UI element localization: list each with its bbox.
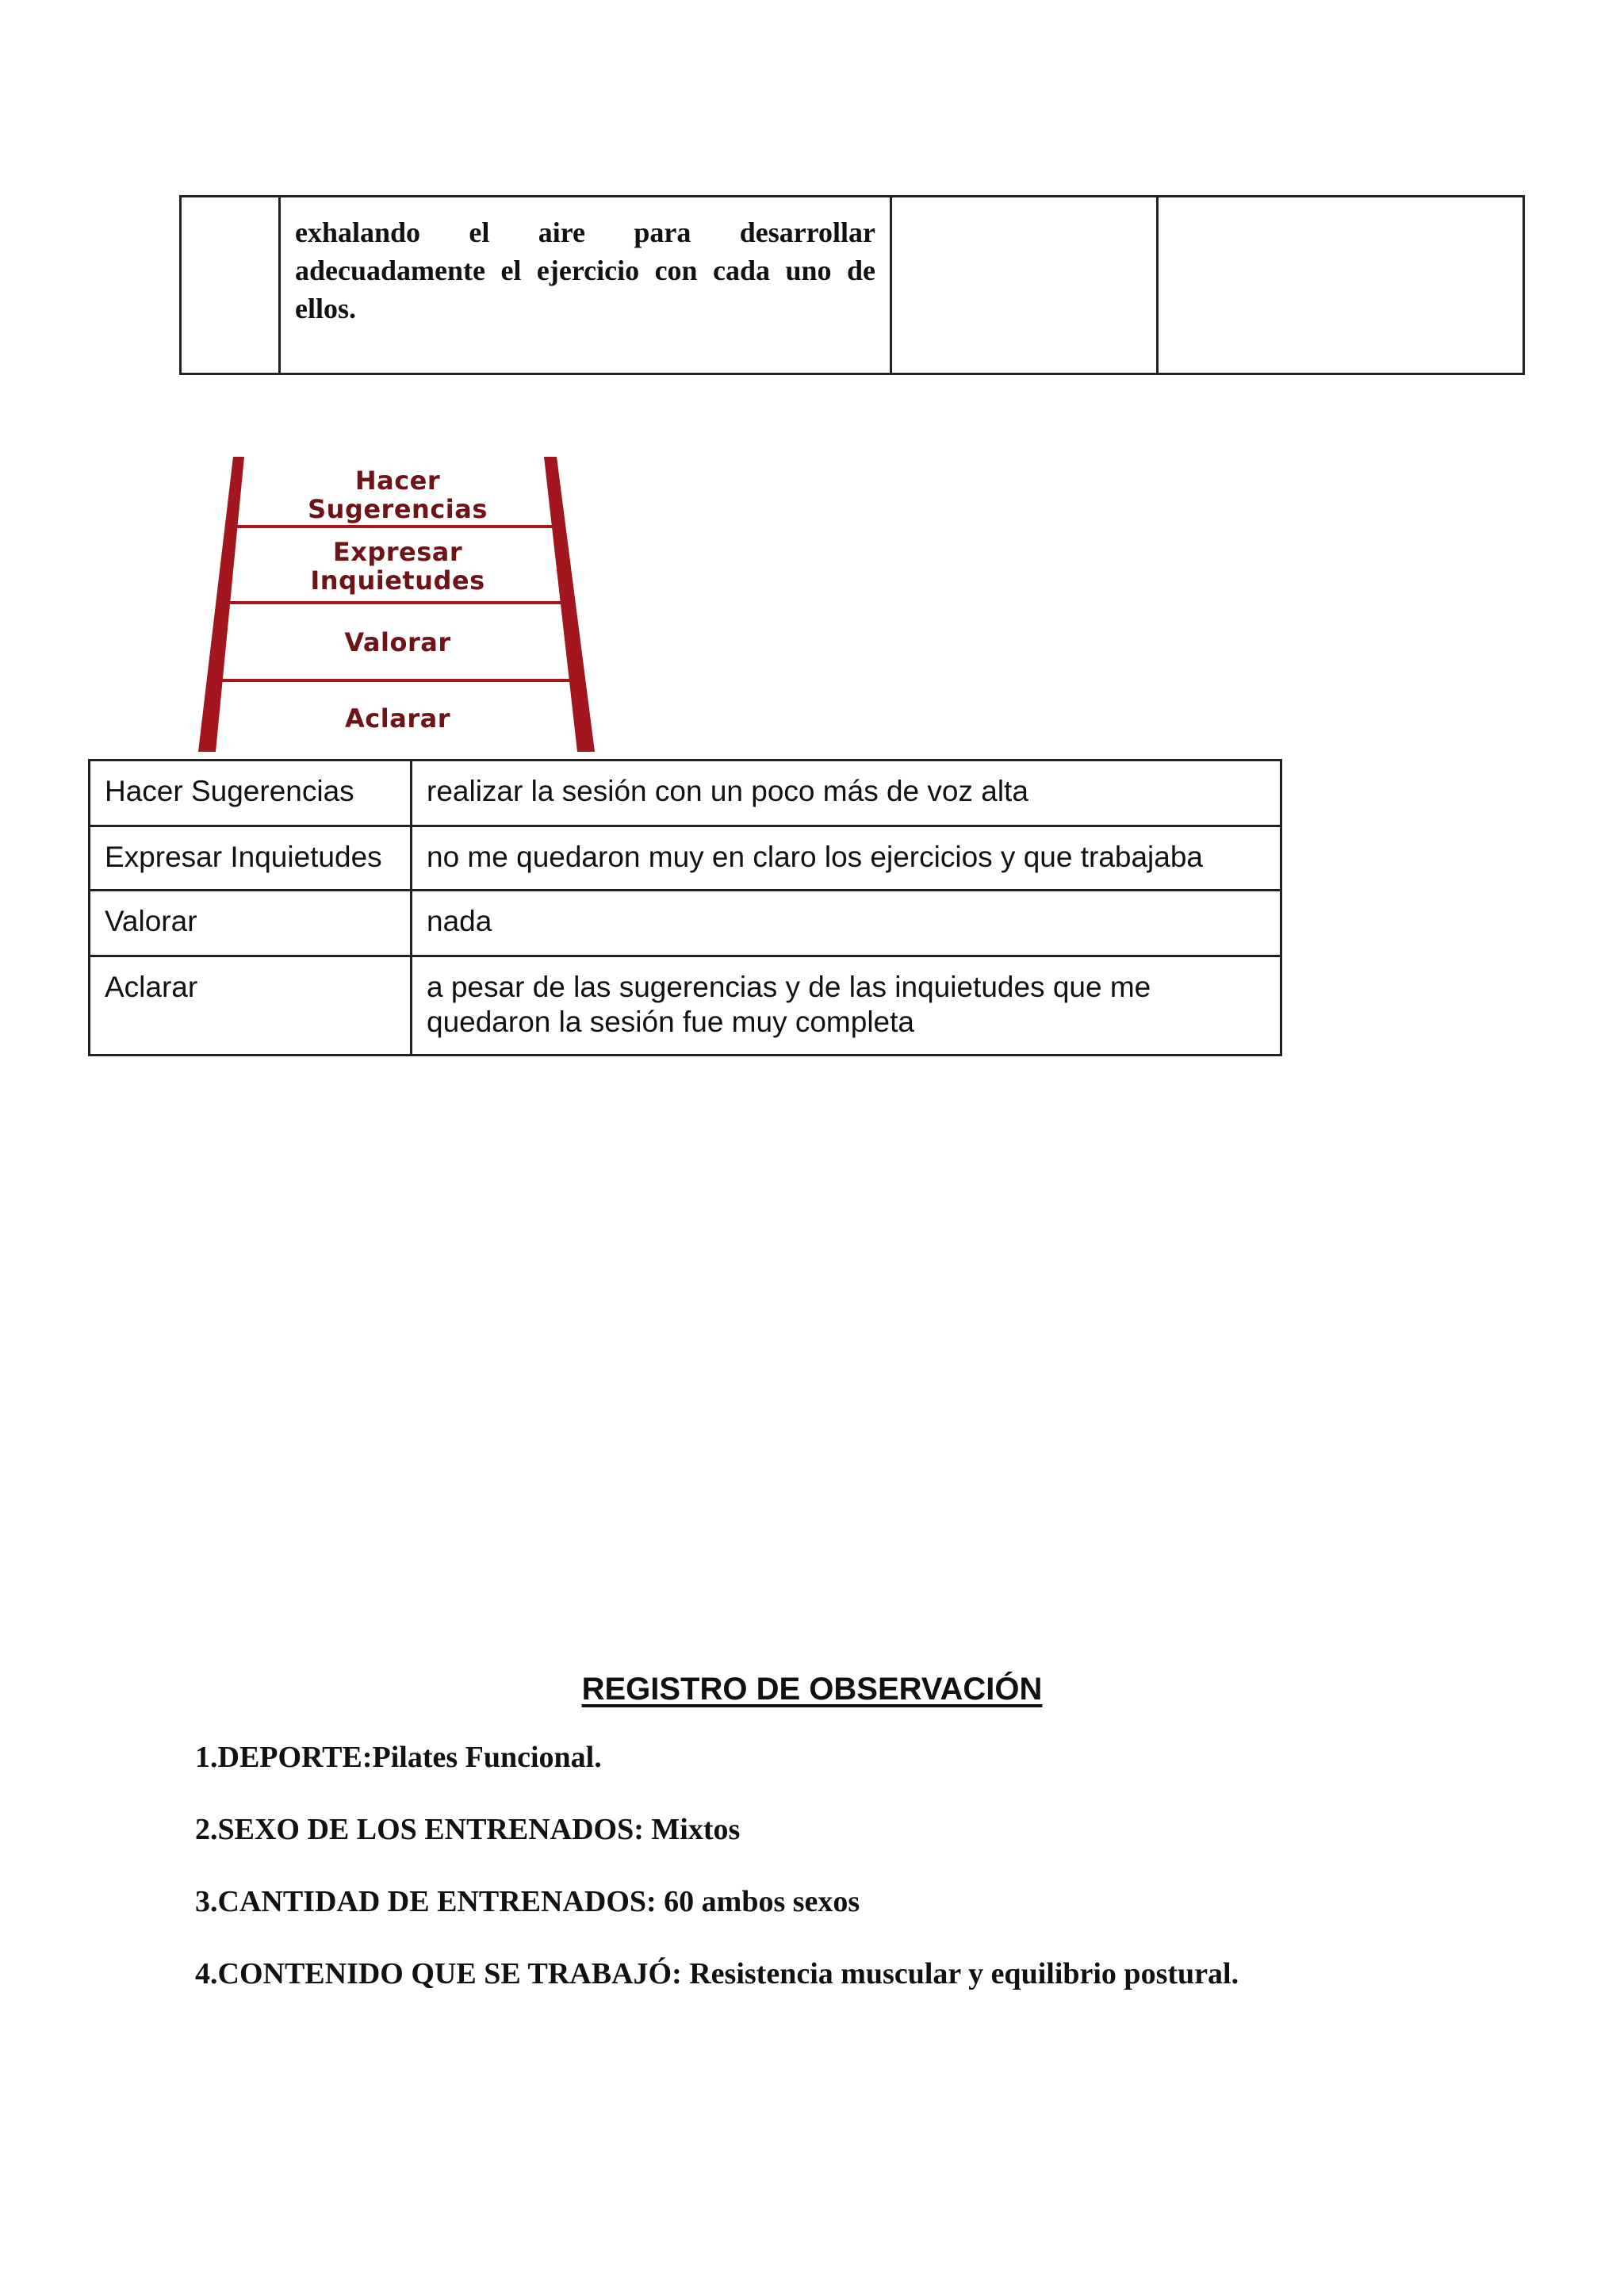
table-cell-empty xyxy=(181,197,280,374)
table-row xyxy=(181,197,1524,374)
row-value: realizar la sesión con un poco más de voz alta xyxy=(412,761,1281,826)
row-value: a pesar de las sugerencias y de las inquietudes que me quedaron la sesión fue muy completa xyxy=(412,956,1281,1056)
row-label: Hacer Sugerencias xyxy=(90,761,412,826)
row-label: Aclarar xyxy=(90,956,412,1056)
table-row xyxy=(90,956,1281,1056)
section-title: REGISTRO DE OBSERVACIÓN xyxy=(581,1672,1043,1707)
table-row xyxy=(90,891,1281,956)
registro-item-deporte: 1.DEPORTE:Pilates Funcional. xyxy=(195,1741,602,1774)
row-label: Expresar Inquietudes xyxy=(90,826,412,891)
ladder-label-valorar: Valorar xyxy=(344,627,451,657)
ladder-label-expresar: Expresar Inquietudes xyxy=(310,537,485,596)
exercise-description: exhalando el aire para desarrollar adecuadamente el ejercicio con cada uno de ellos. xyxy=(295,216,875,324)
ladder-label-hacer: Hacer Sugerencias xyxy=(308,466,488,524)
table-cell-text xyxy=(280,197,891,374)
continuation-table xyxy=(179,195,1525,375)
table-row xyxy=(90,761,1281,826)
feedback-table xyxy=(88,759,1282,1056)
table-cell-empty xyxy=(1158,197,1524,374)
row-value: nada xyxy=(412,891,1281,956)
registro-item-cantidad: 3.CANTIDAD DE ENTRENADOS: 60 ambos sexos xyxy=(195,1885,860,1918)
ladder-label-aclarar: Aclarar xyxy=(345,703,450,734)
table-cell-empty xyxy=(891,197,1158,374)
registro-item-contenido: 4.CONTENIDO QUE SE TRABAJÓ: Resistencia muscular y equilibrio postural. xyxy=(195,1957,1239,1990)
registro-item-sexo: 2.SEXO DE LOS ENTRENADOS: Mixtos xyxy=(195,1813,741,1846)
table-row xyxy=(90,826,1281,891)
row-value: no me quedaron muy en claro los ejercicios y que trabajaba xyxy=(412,826,1281,891)
feedback-ladder-image xyxy=(193,444,602,752)
row-label: Valorar xyxy=(90,891,412,956)
